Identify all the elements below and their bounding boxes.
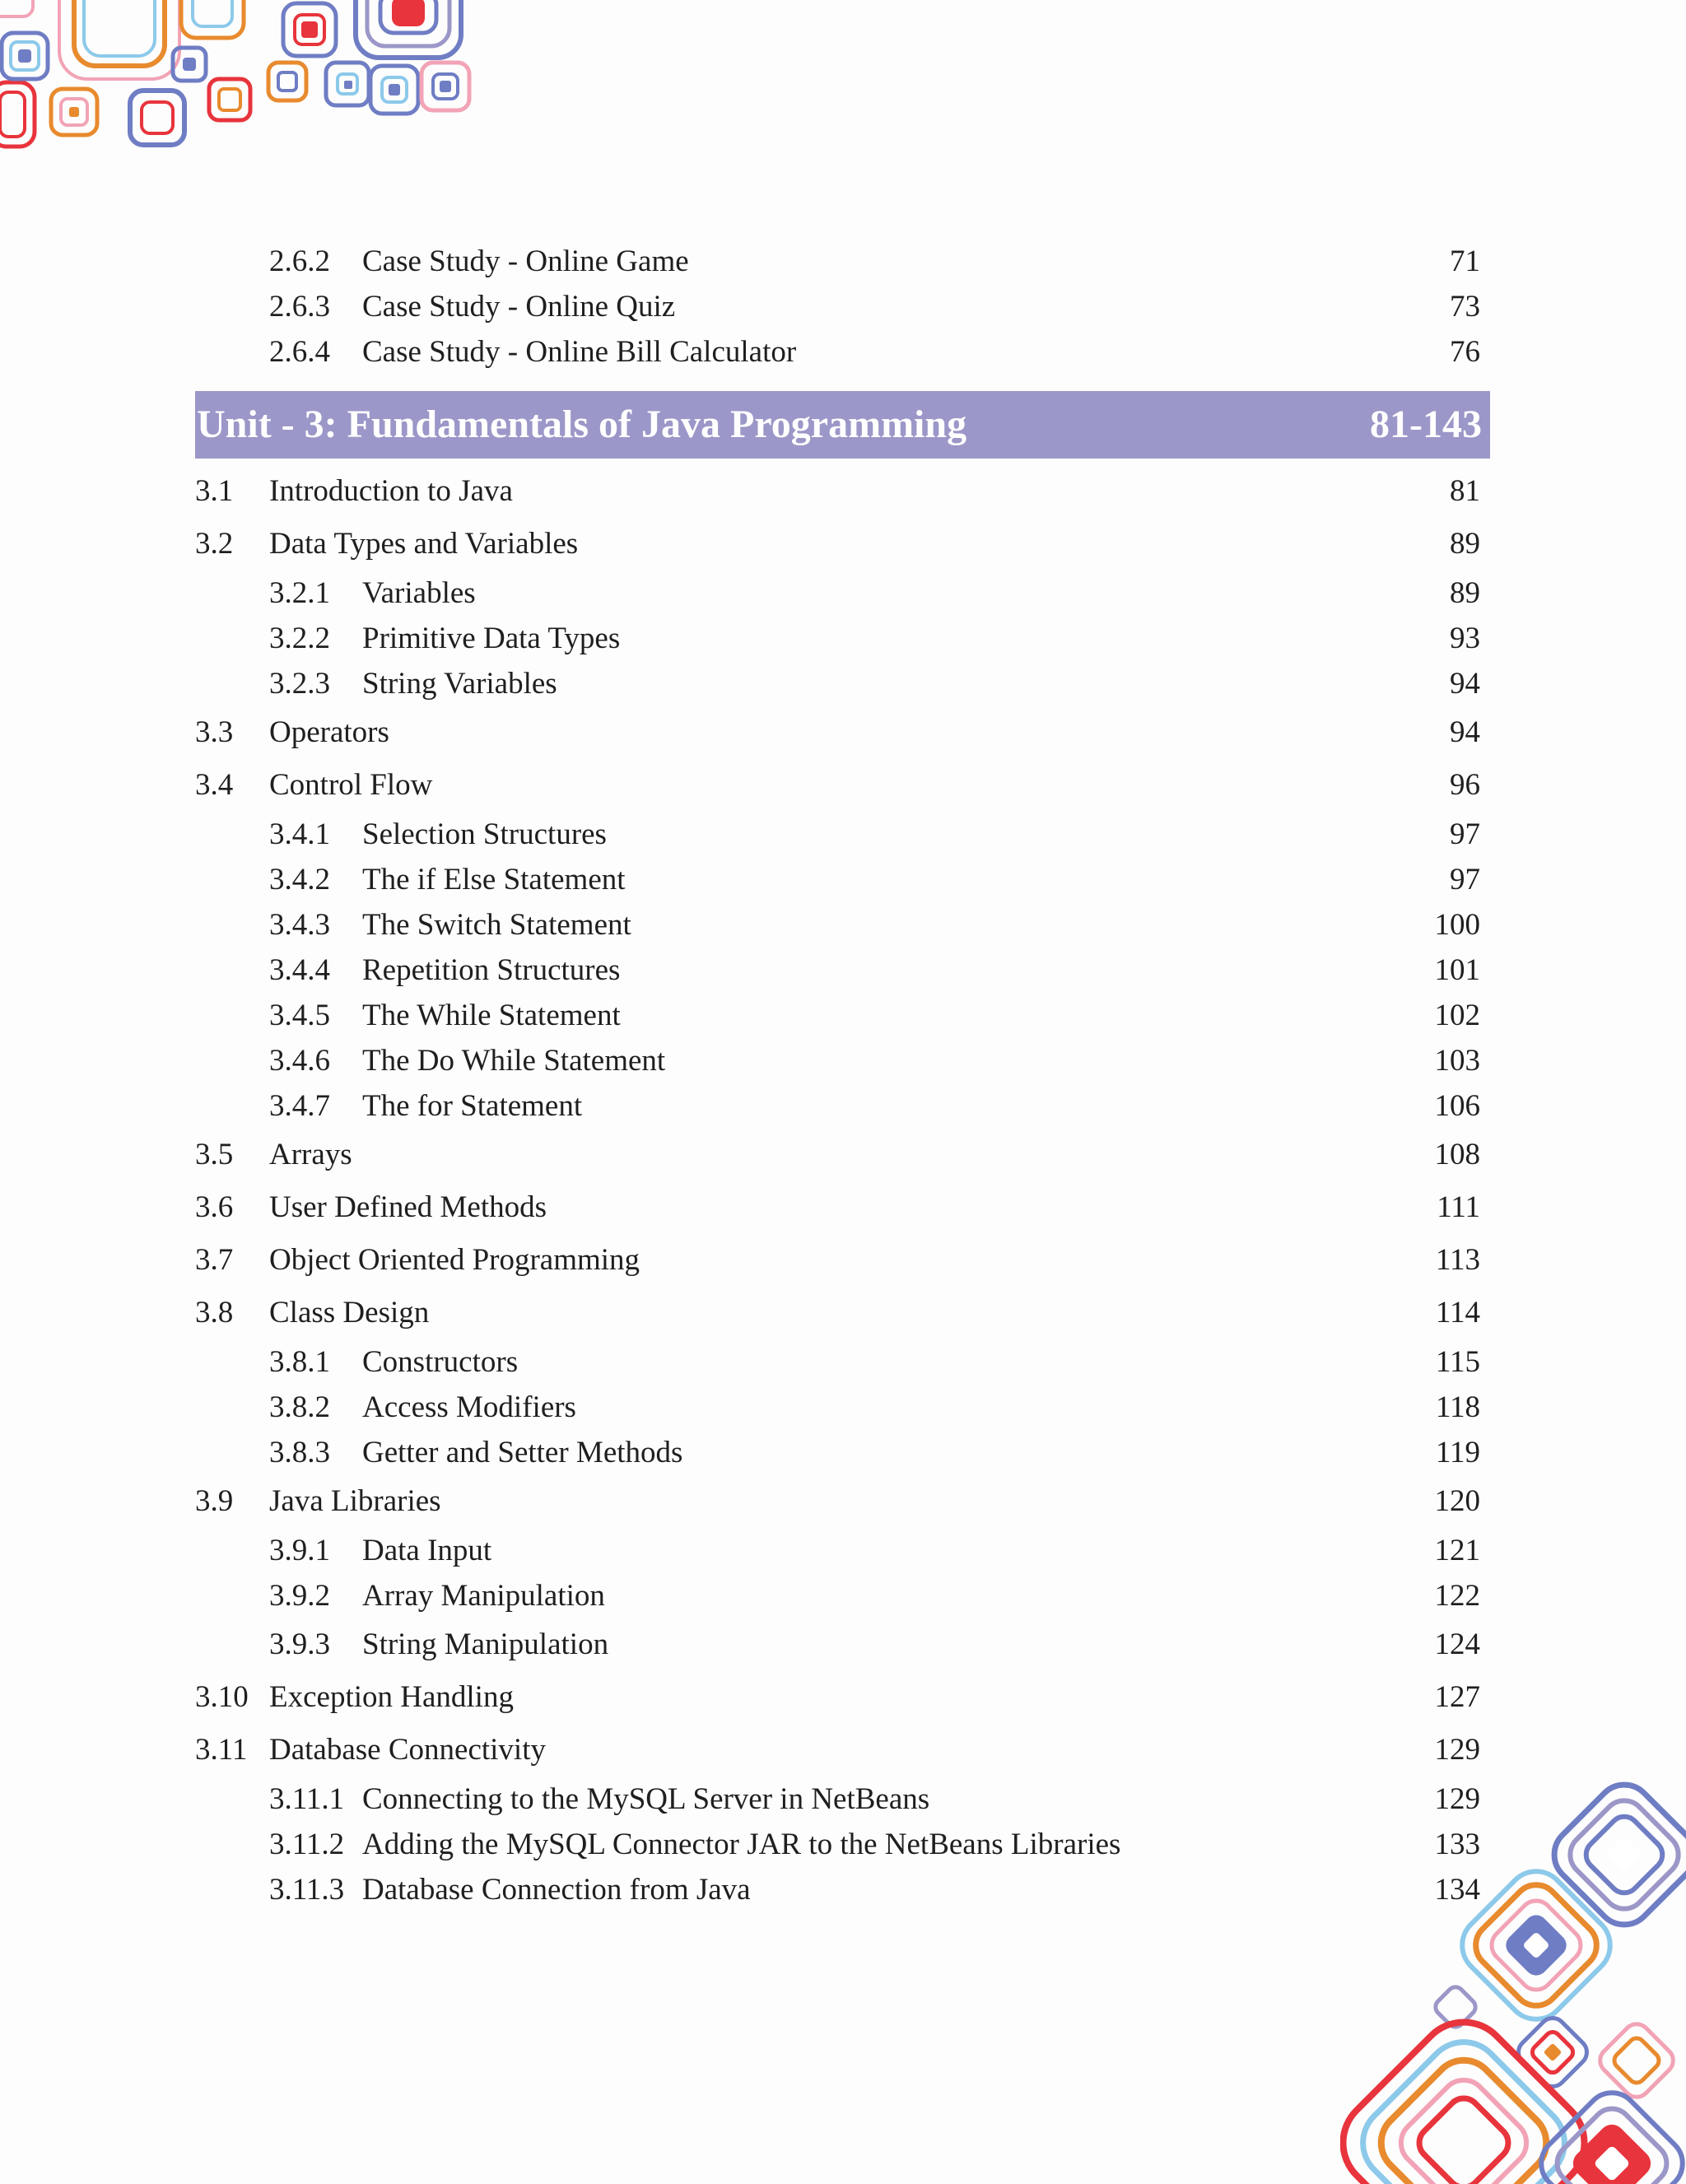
entry-title: Database Connectivity bbox=[269, 1733, 546, 1767]
toc-entry bbox=[195, 616, 1490, 661]
entry-page: 113 bbox=[1435, 1243, 1480, 1277]
entry-page: 129 bbox=[1434, 1733, 1480, 1767]
unit-header bbox=[195, 391, 1490, 459]
entry-title: Data Input bbox=[362, 1534, 492, 1567]
toc-entry bbox=[195, 1038, 1490, 1083]
entry-title: Primitive Data Types bbox=[362, 622, 621, 655]
entry-number: 3.5 bbox=[195, 1138, 234, 1171]
entry-title: The Do While Statement bbox=[362, 1044, 666, 1078]
unit-page-range: 81-143 bbox=[1370, 403, 1482, 446]
toc-entry bbox=[195, 661, 1490, 706]
entry-number: 2.6.4 bbox=[269, 335, 330, 369]
toc-entry bbox=[195, 284, 1490, 329]
toc-entry bbox=[195, 1129, 1490, 1181]
table-of-contents bbox=[195, 239, 1490, 1912]
entry-number: 3.8 bbox=[195, 1296, 234, 1329]
entry-page: 108 bbox=[1434, 1138, 1480, 1171]
entry-number: 3.4.4 bbox=[269, 953, 330, 987]
toc-entry bbox=[195, 518, 1490, 570]
entry-number: 3.4 bbox=[195, 768, 234, 802]
entry-page: 111 bbox=[1437, 1190, 1480, 1224]
toc-entry bbox=[195, 1234, 1490, 1287]
entry-page: 97 bbox=[1450, 863, 1480, 896]
entry-number: 3.4.2 bbox=[269, 863, 330, 896]
entry-number: 3.2.1 bbox=[269, 576, 330, 610]
entry-page: 121 bbox=[1434, 1534, 1480, 1567]
entry-number: 3.3 bbox=[195, 715, 234, 749]
entry-number: 3.9.2 bbox=[269, 1579, 330, 1613]
entry-number: 3.2 bbox=[195, 527, 234, 561]
entry-page: 118 bbox=[1435, 1390, 1480, 1424]
entry-page: 124 bbox=[1434, 1628, 1480, 1661]
entry-page: 89 bbox=[1450, 576, 1480, 610]
entry-number: 3.4.1 bbox=[269, 817, 330, 851]
entry-number: 3.4.6 bbox=[269, 1044, 330, 1078]
entry-title: Exception Handling bbox=[269, 1680, 514, 1714]
toc-entry bbox=[195, 1618, 1490, 1671]
entry-title: Object Oriented Programming bbox=[269, 1243, 640, 1277]
entry-number: 3.1 bbox=[195, 474, 234, 508]
entry-title: Array Manipulation bbox=[362, 1579, 605, 1613]
entry-number: 3.10 bbox=[195, 1680, 249, 1714]
entry-page: 133 bbox=[1434, 1828, 1480, 1861]
entry-title: Case Study - Online Game bbox=[362, 244, 689, 278]
entry-page: 114 bbox=[1435, 1296, 1480, 1329]
toc-entry bbox=[195, 902, 1490, 948]
entry-title: Class Design bbox=[269, 1296, 430, 1329]
entry-page: 81 bbox=[1450, 474, 1480, 508]
entry-page: 71 bbox=[1450, 244, 1480, 278]
entry-page: 115 bbox=[1435, 1345, 1480, 1379]
entry-title: Operators bbox=[269, 715, 389, 749]
entry-page: 100 bbox=[1434, 908, 1480, 942]
unit-title: Unit - 3: Fundamentals of Java Programming bbox=[197, 403, 967, 446]
entry-number: 3.11 bbox=[195, 1733, 248, 1767]
entry-title: Variables bbox=[362, 576, 476, 610]
toc-entry bbox=[195, 1867, 1490, 1912]
toc-entry bbox=[195, 1573, 1490, 1618]
entry-page: 76 bbox=[1450, 335, 1480, 369]
entry-title: Java Libraries bbox=[269, 1484, 441, 1518]
toc-entry bbox=[195, 1385, 1490, 1430]
entry-title: Getter and Setter Methods bbox=[362, 1436, 683, 1469]
toc-entry bbox=[195, 759, 1490, 812]
entry-number: 3.2.2 bbox=[269, 622, 330, 655]
entry-number: 3.2.3 bbox=[269, 667, 330, 701]
entry-title: Access Modifiers bbox=[362, 1390, 576, 1424]
toc-entry bbox=[195, 1777, 1490, 1822]
entry-page: 97 bbox=[1450, 817, 1480, 851]
entry-page: 101 bbox=[1434, 953, 1480, 987]
toc-entry bbox=[195, 1339, 1490, 1385]
entry-title: Repetition Structures bbox=[362, 953, 621, 987]
entry-page: 134 bbox=[1434, 1873, 1480, 1907]
entry-title: Constructors bbox=[362, 1345, 519, 1379]
entry-number: 3.8.2 bbox=[269, 1390, 330, 1424]
toc-entry bbox=[195, 1083, 1490, 1129]
entry-number: 3.4.7 bbox=[269, 1089, 330, 1123]
toc-entry bbox=[195, 1822, 1490, 1867]
entry-page: 129 bbox=[1434, 1782, 1480, 1816]
decorative-squares-bottom-right bbox=[1340, 1756, 1686, 2184]
entry-title: Selection Structures bbox=[362, 817, 607, 851]
entry-number: 3.8.1 bbox=[269, 1345, 330, 1379]
entry-page: 106 bbox=[1434, 1089, 1480, 1123]
entry-page: 93 bbox=[1450, 622, 1480, 655]
entry-number: 3.9.1 bbox=[269, 1534, 330, 1567]
toc-entry bbox=[195, 1724, 1490, 1777]
entry-page: 102 bbox=[1434, 999, 1480, 1032]
entry-title: Case Study - Online Bill Calculator bbox=[362, 335, 797, 369]
decorative-squares-top-left bbox=[0, 0, 494, 173]
toc-entry bbox=[195, 993, 1490, 1038]
entry-number: 2.6.2 bbox=[269, 244, 330, 278]
entry-page: 120 bbox=[1434, 1484, 1480, 1518]
toc-entry bbox=[195, 706, 1490, 759]
entry-page: 122 bbox=[1434, 1579, 1480, 1613]
toc-entry bbox=[195, 465, 1490, 518]
entry-number: 3.4.3 bbox=[269, 908, 330, 942]
entry-title: Adding the MySQL Connector JAR to the NetBeans Libraries bbox=[362, 1828, 1121, 1861]
entry-page: 119 bbox=[1435, 1436, 1480, 1469]
entry-number: 3.7 bbox=[195, 1243, 234, 1277]
entry-page: 96 bbox=[1450, 768, 1480, 802]
toc-entry bbox=[195, 1671, 1490, 1724]
entry-number: 3.11.2 bbox=[269, 1828, 345, 1861]
entry-title: String Manipulation bbox=[362, 1628, 609, 1661]
entry-title: Database Connection from Java bbox=[362, 1873, 751, 1907]
entry-number: 3.6 bbox=[195, 1190, 234, 1224]
entry-title: The for Statement bbox=[362, 1089, 583, 1123]
toc-entry bbox=[195, 1528, 1490, 1573]
entry-title: Arrays bbox=[269, 1138, 352, 1171]
toc-entry bbox=[195, 948, 1490, 993]
entry-title: The While Statement bbox=[362, 999, 621, 1032]
entry-page: 94 bbox=[1450, 667, 1480, 701]
toc-entry bbox=[195, 1181, 1490, 1234]
entry-page: 94 bbox=[1450, 715, 1480, 749]
entry-number: 3.11.3 bbox=[269, 1873, 345, 1907]
entry-number: 2.6.3 bbox=[269, 290, 330, 324]
entry-title: The Switch Statement bbox=[362, 908, 631, 942]
entry-number: 3.11.1 bbox=[269, 1782, 345, 1816]
toc-entry bbox=[195, 857, 1490, 902]
entry-title: Connecting to the MySQL Server in NetBeans bbox=[362, 1782, 930, 1816]
entry-number: 3.9.3 bbox=[269, 1628, 330, 1661]
toc-entry bbox=[195, 570, 1490, 616]
entry-page: 127 bbox=[1434, 1680, 1480, 1714]
toc-entry bbox=[195, 812, 1490, 857]
toc-entry bbox=[195, 1475, 1490, 1528]
entry-title: Data Types and Variables bbox=[269, 527, 579, 561]
entry-number: 3.4.5 bbox=[269, 999, 330, 1032]
entry-page: 89 bbox=[1450, 527, 1480, 561]
toc-entry bbox=[195, 1287, 1490, 1339]
entry-title: Introduction to Java bbox=[269, 474, 513, 508]
entry-number: 3.8.3 bbox=[269, 1436, 330, 1469]
entry-title: Case Study - Online Quiz bbox=[362, 290, 676, 324]
entry-title: Control Flow bbox=[269, 768, 433, 802]
entry-page: 103 bbox=[1434, 1044, 1480, 1078]
entry-title: String Variables bbox=[362, 667, 557, 701]
entry-number: 3.9 bbox=[195, 1484, 234, 1518]
entry-page: 73 bbox=[1450, 290, 1480, 324]
entry-title: User Defined Methods bbox=[269, 1190, 547, 1224]
toc-entry bbox=[195, 239, 1490, 284]
toc-entry bbox=[195, 329, 1490, 375]
toc-entry bbox=[195, 1430, 1490, 1475]
entry-title: The if Else Statement bbox=[362, 863, 626, 896]
